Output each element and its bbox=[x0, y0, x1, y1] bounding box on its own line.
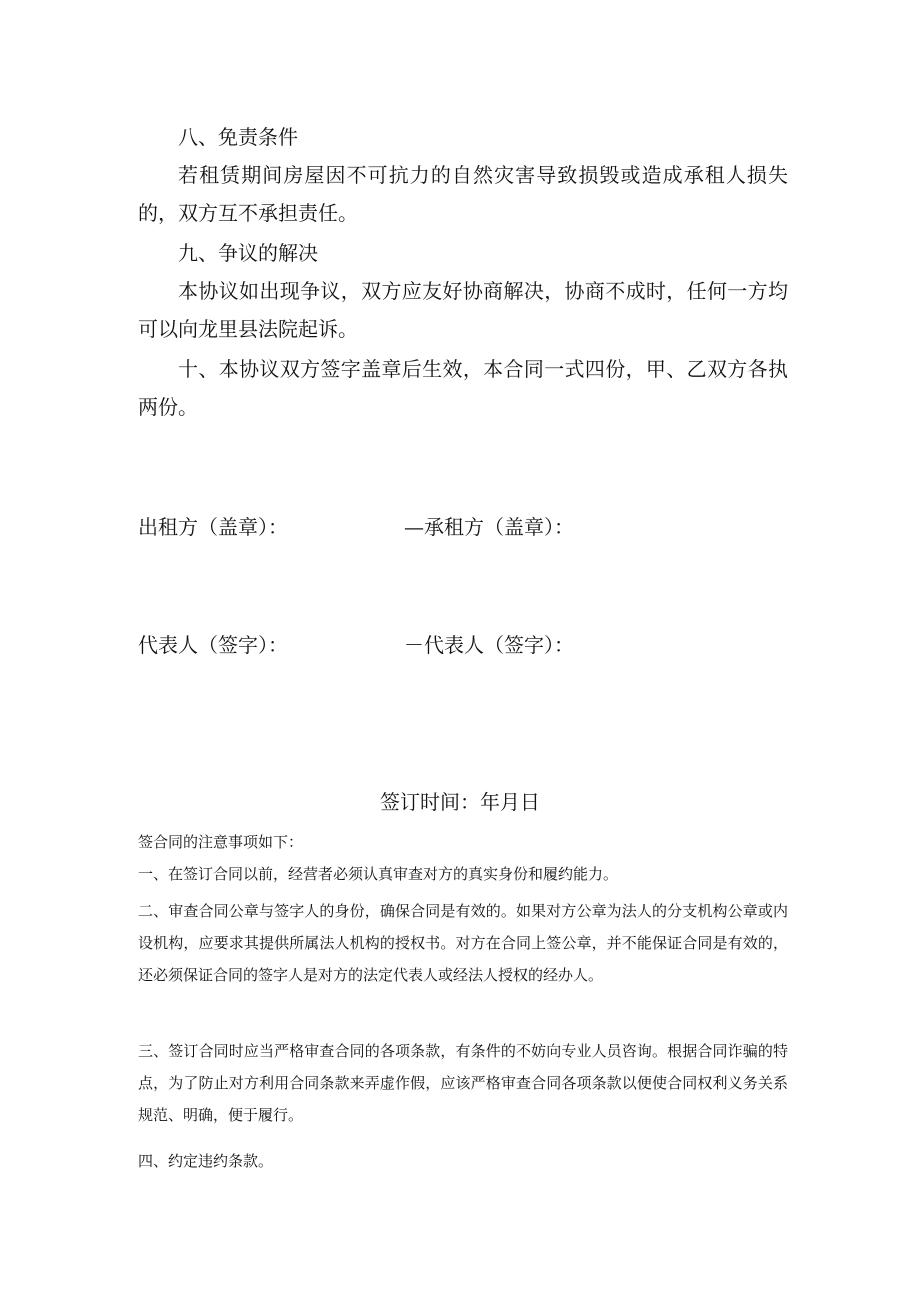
signing-date: 签订时间：年月日 bbox=[380, 790, 540, 814]
seal-row bbox=[138, 508, 838, 546]
representative-row bbox=[138, 626, 838, 664]
notes-intro: 签合同的注意事项如下： bbox=[138, 833, 304, 851]
notes-item-2: 二、审查合同公章与签字人的身份，确保合同是有效的。如果对方公章为法人的分支机构公章或内设机构，应要求其提供所属法人机构的授权书。对方在合同上签公章，并不能保证合同是有效的，还必须保证合同的签字人是对方的法定代表人或经法人授权的经办人。 bbox=[138, 902, 788, 984]
clause-9-body: 本协议如出现争议，双方应友好协商解决，协商不成时，任何一方均可以向龙里县法院起诉。 bbox=[138, 279, 788, 341]
lessee-seal-label: —承租方（盖章）： bbox=[404, 515, 574, 539]
clause-10: 十、本协议双方签字盖章后生效，本合同一式四份，甲、乙双方各执两份。 bbox=[138, 357, 788, 419]
clause-8-body: 若租赁期间房屋因不可抗力的自然灾害导致损毁或造成承租人损失的，双方互不承担责任。 bbox=[138, 163, 788, 225]
lessor-representative-label: 代表人（签字）： bbox=[138, 633, 288, 657]
lessor-seal-label: 出租方（盖章）： bbox=[138, 515, 288, 539]
notes-item-4: 四、约定违约条款。 bbox=[138, 1152, 274, 1170]
clause-9-heading: 九、争议的解决 bbox=[178, 241, 318, 265]
clause-8-heading: 八、免责条件 bbox=[178, 125, 298, 149]
notes-item-3: 三、签订合同时应当严格审查合同的各项条款，有条件的不妨向专业人员咨询。根据合同诈骗的特点，为了防止对方利用合同条款来弄虚作假，应该严格审查合同各项条款以便使合同权利义务关系规范、明确，便于履行。 bbox=[138, 1042, 788, 1124]
lessee-representative-label: －代表人（签字）： bbox=[404, 633, 574, 657]
notes-item-1: 一、在签订合同以前，经营者必须认真审查对方的真实身份和履约能力。 bbox=[138, 865, 619, 883]
